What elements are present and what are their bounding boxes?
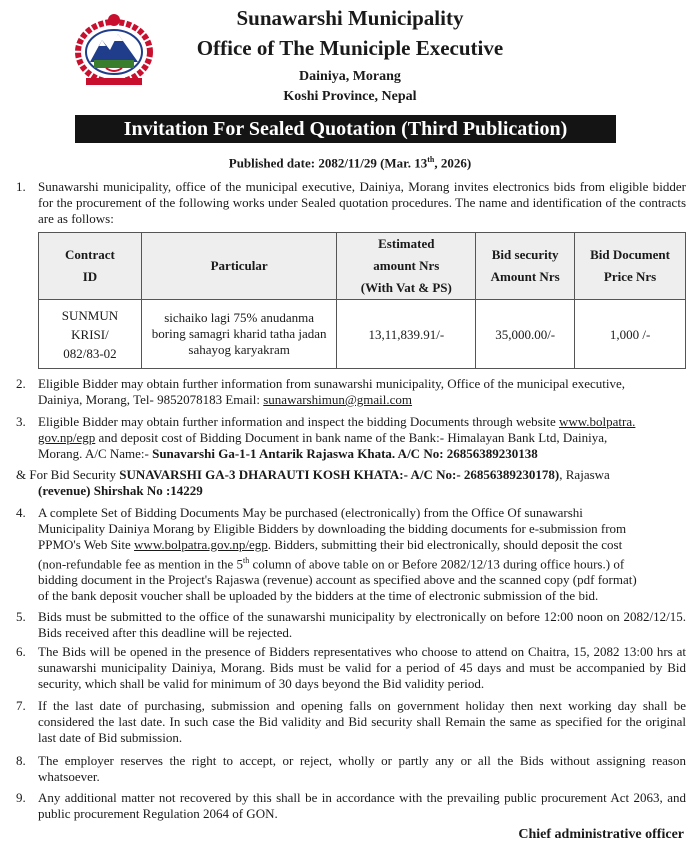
table-row: [39, 300, 686, 369]
website-link[interactable]: gov.np/egp: [38, 430, 96, 445]
column-header-bid-security: Bid security Amount Nrs: [476, 233, 575, 300]
item-9-text: Any additional matter not recovered by this shall be in accordance with the prevailing public procurement Act 2063, and public procurement Regulation 2064 of GON.: [38, 790, 686, 821]
office-name: Office of The Municiple Executive: [196, 36, 504, 60]
item-7-text: If the last date of purchasing, submission and opening falls on government holiday then next working day shall be considered the last date. In such case the Bid validity and Bid security shall Remain the same as specified for the original last date of Bid submission.: [38, 698, 686, 745]
bid-security-text: & For Bid Security SUNAVARSHI GA-3 DHARAUTI KOSH KHATA:- A/C No:- 26856389230178), Rajaswa (revenue) Shirshak No :14229: [16, 467, 610, 498]
cell-bid-security: 35,000.00/-: [476, 300, 575, 369]
cell-contract-id: SUNMUN KRISI/ 082/83-02: [39, 300, 142, 369]
item-number: 3.: [16, 414, 26, 429]
item-number: 9.: [16, 790, 26, 805]
item-6-text: The Bids will be opened in the presence of Bidders representatives who choose to attend on Chaitra, 15, 2082 13:00 hrs at sunawarshi municipality Dainiya, Morang. Bids must be valid for a period of 45 days and must be accompanied by Bid security, which shall be valid for minimum of 30 days beyond the Bid validity period.: [38, 644, 686, 691]
item-8-text: The employer reserves the right to accept, or reject, wholly or partly any or all the Bids without assigning reason whatsoever.: [38, 753, 686, 784]
item-5-text: Bids must be submitted to the office of the sunawarshi municipality by electronically on before 12:00 noon on 2082/12/15. Bids received after this deadline will be rejected.: [38, 609, 686, 640]
address-line-2: Koshi Province, Nepal: [283, 89, 417, 104]
website-link[interactable]: www.bolpatra.: [558, 414, 636, 429]
item-number: 2.: [16, 376, 26, 391]
item-2-text: Eligible Bidder may obtain further information from sunawarshi municipality, Office of the municipal executive, Dainiya, Morang, Tel- 9852078183 Email: sunawarshimun@gmail.com: [38, 376, 625, 407]
cell-estimated-amount: 13,11,839.91/-: [337, 300, 476, 369]
signature-title: Chief administrative officer: [518, 827, 684, 842]
item-number: 1.: [16, 179, 26, 194]
column-header-document-price: Bid Document Price Nrs: [575, 233, 686, 300]
published-date: Published date: 2082/11/29 (Mar. 13th, 2026): [228, 155, 472, 171]
item-number: 6.: [16, 644, 26, 659]
cell-document-price: 1,000 /-: [575, 300, 686, 369]
item-number: 7.: [16, 698, 26, 713]
item-number: 8.: [16, 753, 26, 768]
item-3-text: Eligible Bidder may obtain further information and inspect the bidding Documents through website www.bolpatra. gov.np/egp and deposit cost of Bidding Document in bank name of the Bank:- Himalayan Bank Ltd, Dainiya, Morang. A/C Name:- Sunavarshi Ga-1-1 Antarik Rajaswa Khata. A/C No: 26856389230138: [38, 414, 636, 461]
column-header-particular: Particular: [141, 233, 337, 300]
website-link[interactable]: www.bolpatra.gov.np/egp: [134, 537, 268, 552]
item-number: 5.: [16, 609, 26, 624]
column-header-contract-id: Contract ID: [39, 233, 142, 300]
column-header-estimated-amount: Estimated amount Nrs (With Vat & PS): [337, 233, 476, 300]
item-4-text: A complete Set of Bidding Documents May be purchased (electronically) from the Office Of sunawarshi Municipality Dainiya Morang by Eligible Bidders by downloading the bidding documents for e-submission from PPMO's Web Site www.bolpatra.gov.np/egp. Bidders, submitting their bid electronically, should deposit the cost (non-refundable fee as mention in the 5th column of above table on or Before 2082/12/13 during office hours.) of bidding document in the Project's Rajaswa (revenue) account as specified above and the scanned copy (pdf format) of the bank deposit voucher shall be uploaded by the bidders at the time of electronic submission of the bid.: [38, 505, 637, 604]
municipality-name: Sunawarshi Municipality: [236, 6, 464, 30]
contracts-table: [38, 232, 686, 369]
item-number: 4.: [16, 505, 26, 520]
item-1-text: Sunawarshi municipality, office of the municipal executive, Dainiya, Morang invites electronics bids from eligible bidder for the procurement of the following works under Sealed quotation procedures. The name and identification of the contracts are as follows:: [38, 179, 686, 226]
notice-title-banner: Invitation For Sealed Quotation (Third Publication): [75, 115, 616, 143]
table-header-row: [39, 233, 686, 300]
email-link[interactable]: sunawarshimun@gmail.com: [263, 392, 413, 407]
nepal-emblem-icon: [66, 8, 162, 88]
cell-particular: sichaiko lagi 75% anudanma boring samagri kharid tatha jadan sahayog karyakram: [141, 300, 337, 369]
address-line-1: Dainiya, Morang: [299, 69, 401, 84]
